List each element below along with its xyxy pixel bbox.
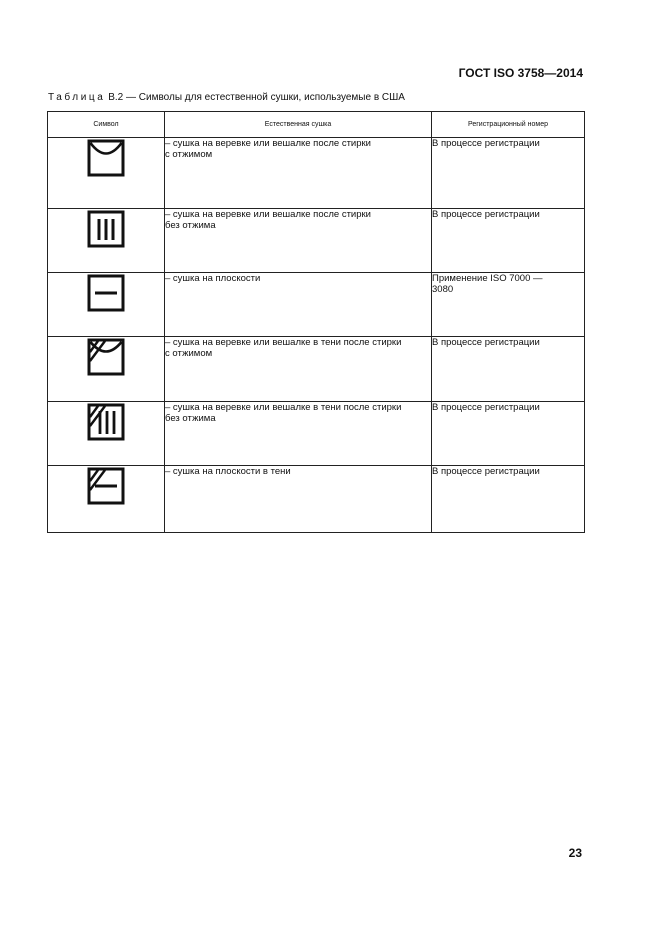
registration-cell: В процессе регистрации [432, 402, 585, 466]
registration-cell: В процессе регистрации [432, 209, 585, 273]
table-header-row [48, 112, 585, 138]
caption-number: В.2 [108, 92, 124, 103]
table-row [48, 337, 585, 402]
table-caption [48, 92, 405, 103]
caption-title: — Символы для естественной сушки, используемые в США [123, 92, 405, 103]
registration-cell: В процессе регистрации [432, 138, 585, 209]
symbol-cell [48, 273, 165, 337]
symbol-cell [48, 138, 165, 209]
drip-dry-in-shade-icon [86, 402, 126, 442]
symbol-cell [48, 337, 165, 402]
caption-label: Таблица [48, 92, 106, 103]
description-cell: – сушка на веревке или вешалке в тени после стирки без отжима [165, 402, 432, 466]
registration-cell: В процессе регистрации [432, 337, 585, 402]
drip-dry-icon [86, 209, 126, 249]
table-row [48, 466, 585, 533]
document-code: ГОСТ ISO 3758—2014 [458, 66, 583, 80]
line-dry-in-shade-icon [86, 337, 126, 377]
description-cell: – сушка на веревке или вешалке после стирки без отжима [165, 209, 432, 273]
column-header-natural-drying: Естественная сушка [165, 112, 432, 138]
flat-dry-icon [86, 273, 126, 313]
column-header-registration-number: Регистрационный номер [432, 112, 585, 138]
registration-cell: Применение ISO 7000 — 3080 [432, 273, 585, 337]
page-number: 23 [568, 846, 582, 860]
column-header-symbol: Символ [48, 112, 165, 138]
description-cell: – сушка на плоскости [165, 273, 432, 337]
flat-dry-in-shade-icon [86, 466, 126, 506]
symbol-cell [48, 402, 165, 466]
drying-symbols-table [47, 111, 585, 533]
symbol-cell [48, 209, 165, 273]
table-row [48, 402, 585, 466]
registration-cell: В процессе регистрации [432, 466, 585, 533]
description-cell: – сушка на плоскости в тени [165, 466, 432, 533]
line-dry-after-wringing-icon [86, 138, 126, 178]
table-row [48, 138, 585, 209]
symbol-cell [48, 466, 165, 533]
description-cell: – сушка на веревке или вешалке в тени после стирки с отжимом [165, 337, 432, 402]
table-row [48, 209, 585, 273]
table-row [48, 273, 585, 337]
description-cell: – сушка на веревке или вешалке после стирки с отжимом [165, 138, 432, 209]
